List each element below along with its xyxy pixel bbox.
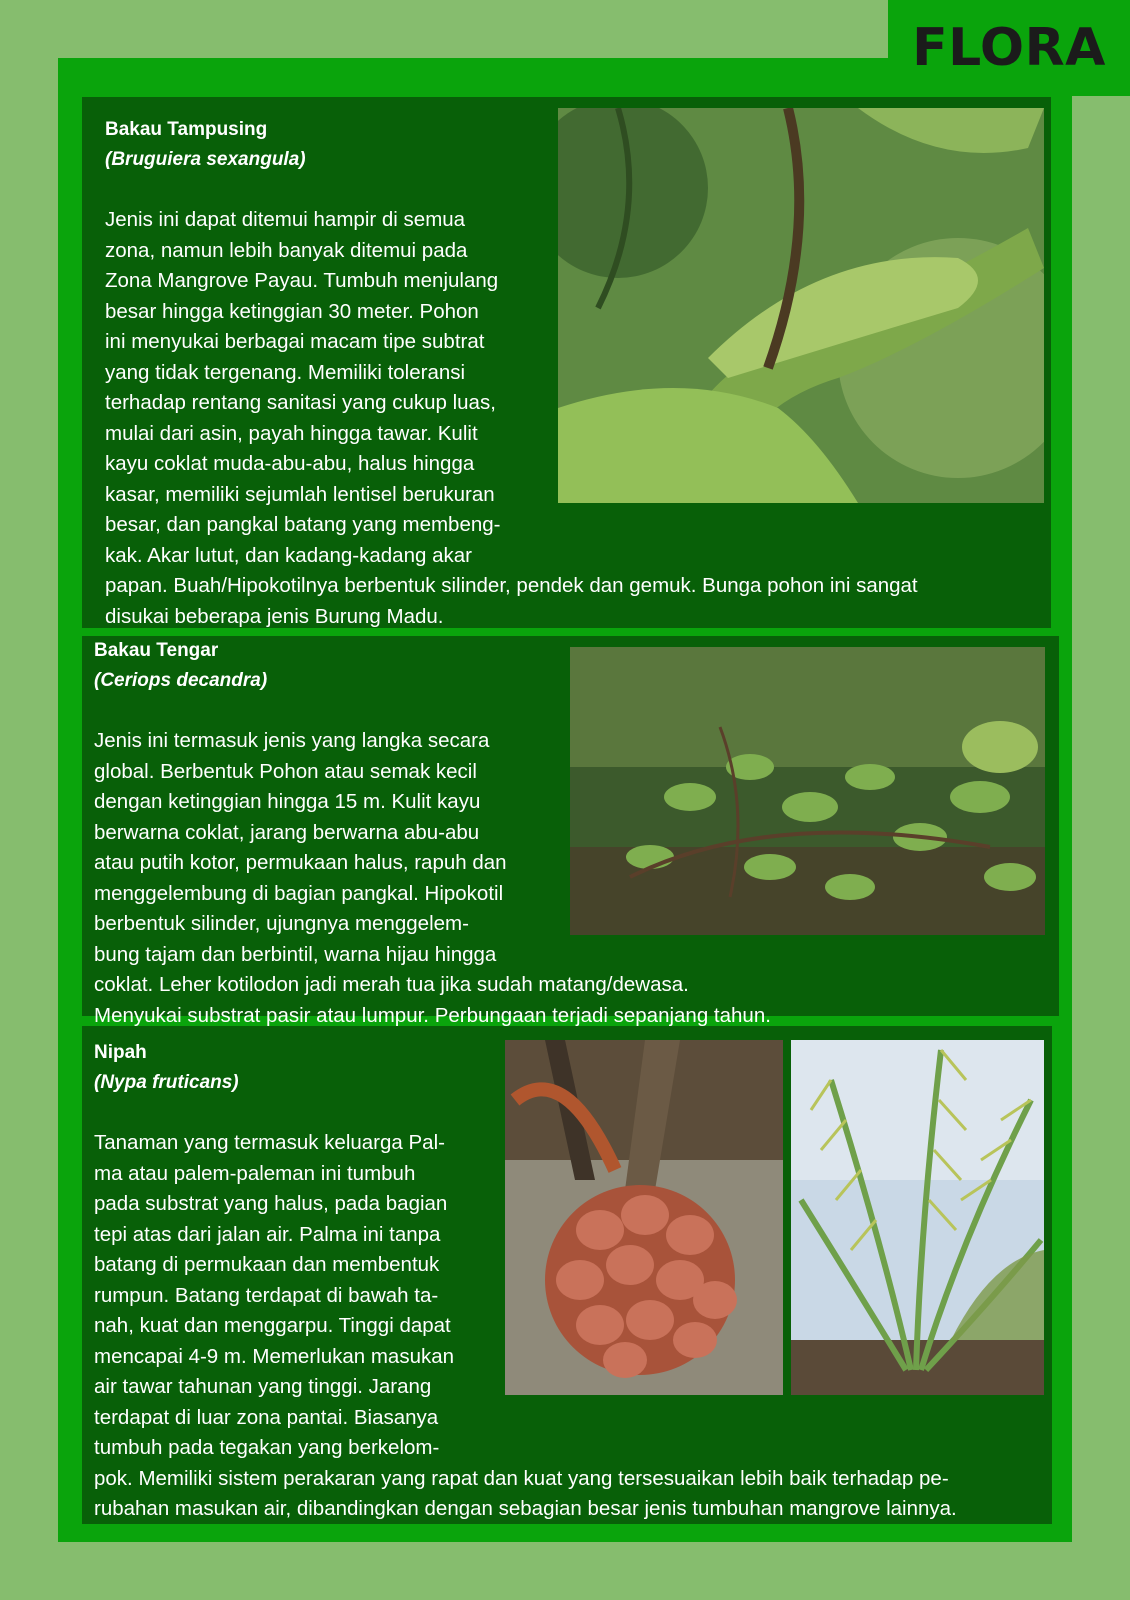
description-line: Tanaman yang termasuk keluarga Pal- [94, 1131, 445, 1154]
species-scientific-name: (Ceriops decandra) [94, 670, 268, 691]
description-line: atau putih kotor, permukaan halus, rapuh dan [94, 851, 507, 874]
description-line: coklat. Leher kotilodon jadi merah tua jika sudah matang/dewasa. [94, 973, 689, 996]
species-name: Bakau Tengar [94, 640, 219, 661]
description-line: papan. Buah/Hipokotilnya berbentuk silinder, pendek dan gemuk. Bunga pohon ini sangat [105, 574, 918, 597]
description-line: tepi atas dari jalan air. Palma ini tanpa [94, 1222, 441, 1246]
description-line: air tawar tahunan yang tinggi. Jarang [94, 1375, 432, 1398]
photo-nipah-palm [791, 1040, 1044, 1395]
description-line: kayu coklat muda-abu-abu, halus hingga [105, 452, 475, 475]
description-line: menggelembung di bagian pangkal. Hipokotil [94, 881, 504, 905]
description-line: berbentuk silinder, ujungnya menggelem- [94, 912, 469, 935]
description-line: pok. Memiliki sistem perakaran yang rapat dan kuat yang tersesuaikan lebih baik terhadap pe- [94, 1466, 949, 1490]
description-line: kasar, memiliki sejumlah lentisel berukuran [105, 482, 495, 506]
species-scientific-name: (Bruguiera sexangula) [105, 149, 306, 170]
photo-nipah-fruit [505, 1040, 783, 1395]
description-line: besar hingga ketinggian 30 meter. Pohon [105, 299, 479, 323]
description-line: Jenis ini termasuk jenis yang langka secara [94, 729, 490, 752]
description-line: tumbuh pada tegakan yang berkelom- [94, 1436, 440, 1459]
description-line: zona, namun lebih banyak ditemui pada [105, 238, 468, 262]
description-line: ma atau palem-paleman ini tumbuh [94, 1161, 416, 1185]
description-line: Zona Mangrove Payau. Tumbuh menjulang [105, 269, 499, 292]
description-line: mencapai 4-9 m. Memerlukan masukan [94, 1344, 455, 1368]
description-line: batang di permukaan dan membentuk [94, 1253, 440, 1276]
section-tag [888, 0, 1130, 96]
description-line: besar, dan pangkal batang yang membeng- [105, 513, 501, 536]
species-description [105, 205, 531, 571]
description-line: disukai beberapa jenis Burung Madu. [105, 604, 444, 628]
species-description-wide [94, 970, 1035, 1031]
photo-ceriops-shrub [570, 647, 1045, 935]
description-line: Menyukai substrat pasir atau lumpur. Perbungaan terjadi sepanjang tahun. [94, 1003, 771, 1027]
description-line: dengan ketinggian hingga 15 m. Kulit kayu [94, 790, 481, 813]
description-line: berwarna coklat, jarang berwarna abu-abu [94, 820, 480, 844]
description-line: kak. Akar lutut, dan kadang-kadang akar [105, 543, 472, 567]
description-line: rumpun. Batang terdapat di bawah ta- [94, 1283, 439, 1307]
species-description [94, 1128, 479, 1464]
species-name: Bakau Tampusing [105, 119, 268, 140]
description-line: bung tajam dan berbintil, warna hijau hingga [94, 942, 497, 966]
description-line: mulai dari asin, payah hingga tawar. Kulit [105, 421, 478, 445]
description-line: yang tidak tergenang. Memiliki toleransi [105, 360, 466, 384]
description-line: pada substrat yang halus, pada bagian [94, 1192, 448, 1215]
description-line: global. Berbentuk Pohon atau semak kecil [94, 759, 477, 783]
description-line: nah, kuat dan menggarpu. Tinggi dapat [94, 1314, 451, 1337]
species-scientific-name: (Nypa fruticans) [94, 1072, 239, 1093]
species-description-wide [105, 571, 1027, 632]
description-line: terhadap rentang sanitasi yang cukup luas, [105, 391, 496, 414]
species-description [94, 726, 540, 970]
section-title: FLORA [912, 18, 1106, 78]
description-line: rubahan masukan air, dibandingkan dengan sebagian besar jenis tumbuhan mangrove lainnya. [94, 1497, 957, 1520]
description-line: Jenis ini dapat ditemui hampir di semua [105, 208, 466, 231]
photo-bruguiera-leaves [558, 108, 1044, 503]
description-line: ini menyukai berbagai macam tipe subtrat [105, 330, 485, 353]
species-name: Nipah [94, 1042, 147, 1063]
description-line: terdapat di luar zona pantai. Biasanya [94, 1405, 439, 1429]
species-description-wide [94, 1464, 1028, 1525]
